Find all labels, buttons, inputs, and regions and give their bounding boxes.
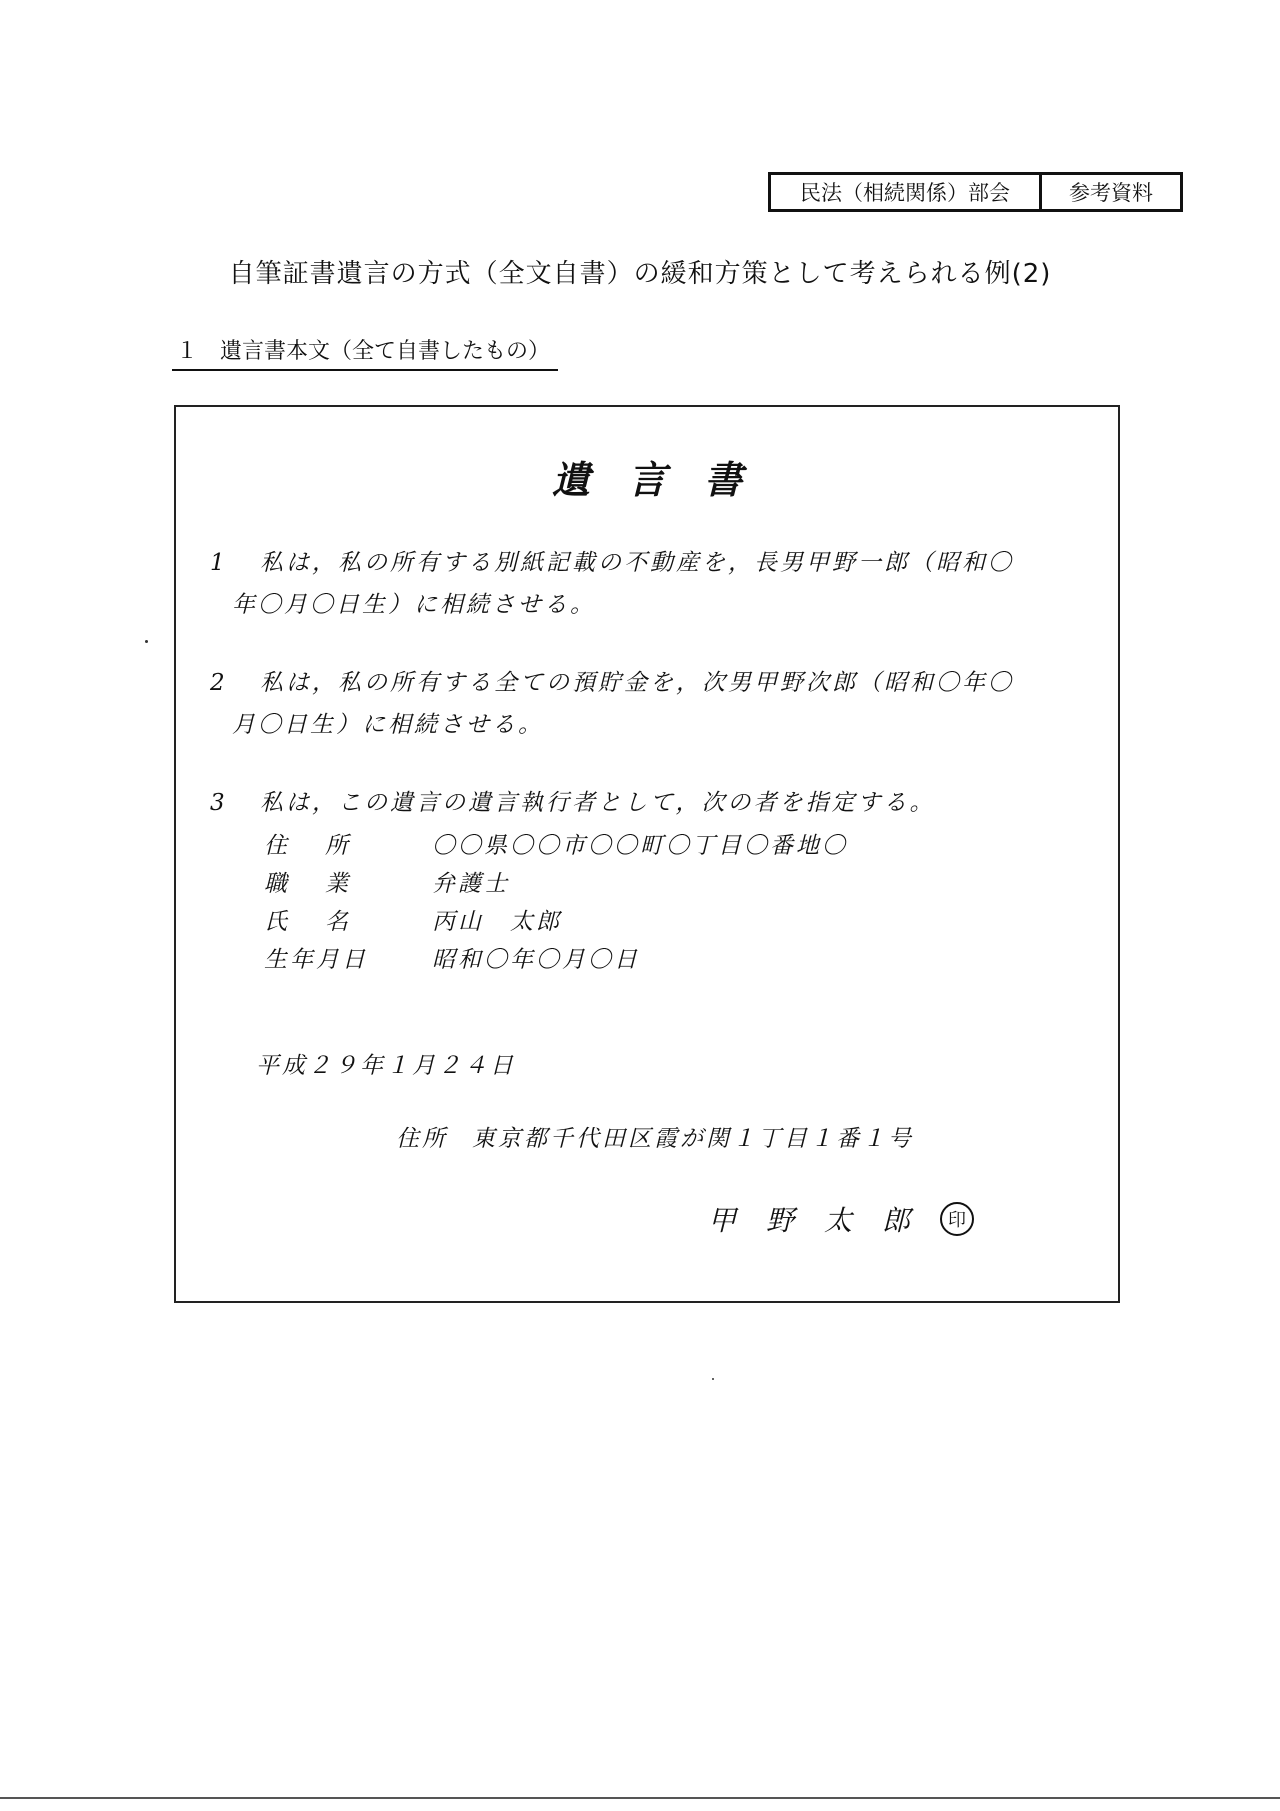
executor-occupation-label: 職業 — [264, 871, 386, 897]
executor-address: 〇〇県〇〇市〇〇町〇丁目〇番地〇 — [432, 833, 848, 859]
clause-2-number: 2 — [210, 670, 228, 696]
section-heading: １ 遺言書本文（全て自書したもの） — [172, 334, 558, 371]
executor-birth-row — [264, 941, 640, 979]
testator-address-label: 住所 — [396, 1126, 448, 1152]
document-title: 自筆証書遺言の方式（全文自書）の緩和方策として考えられる例(2) — [228, 259, 1052, 289]
tag-committee: 民法（相続関係）部会 — [771, 175, 1042, 209]
testator-signature — [708, 1199, 974, 1239]
seal-icon: 印 — [940, 1202, 974, 1236]
reference-tag — [768, 172, 1183, 212]
executor-name-row — [264, 903, 562, 941]
clause-2-line-2: 月〇日生）に相続させる。 — [232, 712, 544, 738]
testator-address-row — [396, 1120, 914, 1153]
executor-birth-label: 生年月日 — [264, 947, 368, 973]
scan-speck — [712, 1378, 714, 1380]
will-box — [174, 405, 1120, 1303]
executor-address-label: 住所 — [264, 833, 386, 859]
executor-occupation-row — [264, 865, 510, 903]
testator-name: 甲野太郎 — [708, 1204, 941, 1237]
will-date: 平成２９年１月２４日 — [256, 1053, 516, 1079]
executor-address-row — [264, 827, 848, 865]
executor-name-label: 氏名 — [264, 909, 386, 935]
executor-birth: 昭和〇年〇月〇日 — [432, 947, 640, 973]
clause-1-line-2: 年〇月〇日生）に相続させる。 — [232, 592, 596, 618]
testator-address: 東京都千代田区霞が関１丁目１番１号 — [472, 1126, 914, 1152]
clause-1 — [210, 542, 1014, 626]
executor-name: 丙山 太郎 — [432, 909, 562, 935]
clause-1-number: 1 — [210, 550, 228, 576]
clause-3-line-1: 私は，この遺言の遺言執行者として，次の者を指定する。 — [260, 790, 936, 816]
clause-2-line-1: 私は，私の所有する全ての預貯金を，次男甲野次郎（昭和〇年〇 — [260, 670, 1014, 696]
clause-2 — [210, 662, 1014, 746]
footer-rule — [0, 1797, 1280, 1799]
will-title: 遺言書 — [551, 457, 780, 502]
clause-3-number: 3 — [210, 790, 228, 816]
clause-1-line-1: 私は，私の所有する別紙記載の不動産を，長男甲野一郎（昭和〇 — [260, 550, 1014, 576]
scan-speck — [145, 640, 148, 643]
executor-occupation: 弁護士 — [432, 871, 510, 897]
clause-3 — [210, 782, 936, 824]
tag-reference: 参考資料 — [1069, 181, 1153, 205]
